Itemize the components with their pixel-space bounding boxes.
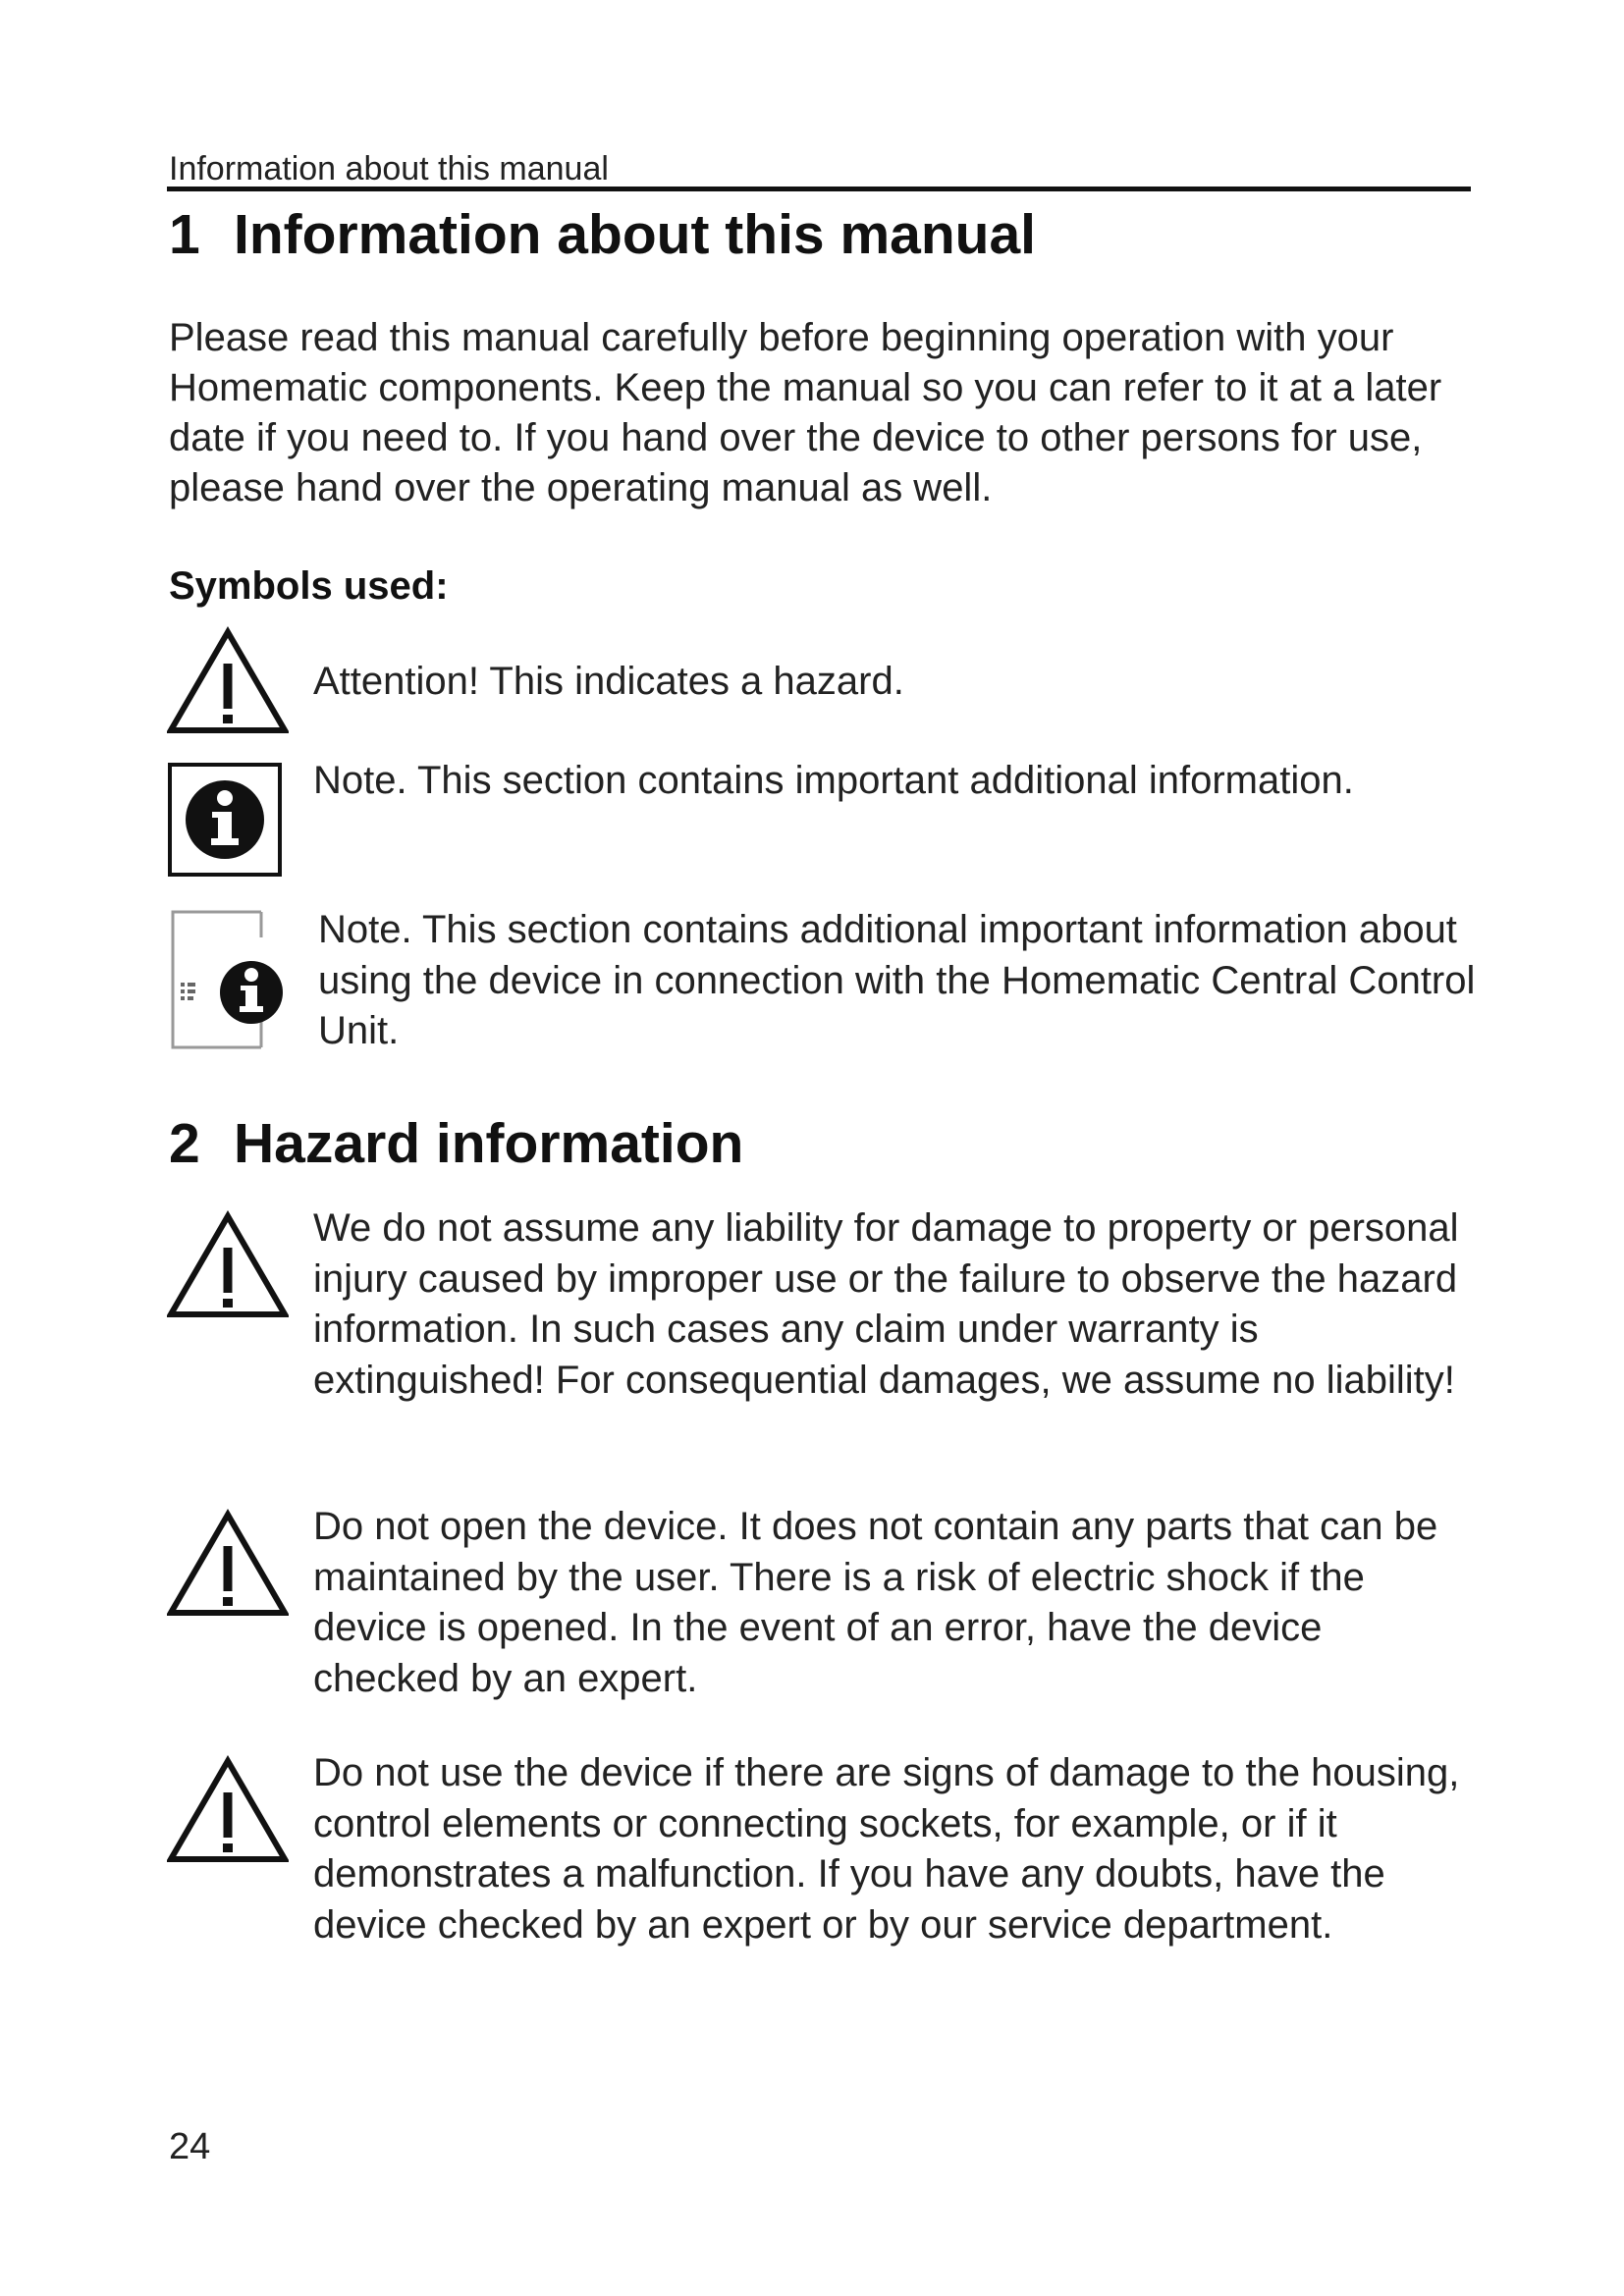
warning-triangle-icon bbox=[167, 626, 289, 736]
running-header-text: Information about this manual bbox=[169, 150, 609, 187]
section-1-number: 1 bbox=[169, 203, 200, 266]
section-2-number: 2 bbox=[169, 1112, 200, 1175]
section-1-title: Information about this manual bbox=[234, 203, 1037, 266]
symbols-heading: Symbols used: bbox=[169, 564, 449, 608]
info-icon bbox=[167, 762, 283, 878]
page-number: 24 bbox=[169, 2126, 211, 2167]
hazard-liability-text: We do not assume any liability for damage to property or personal injury caused by improper use or the failure to observe the hazard information. In such cases any claim under warranty is extinguished! For consequential damages, we assume no liability! bbox=[313, 1206, 1459, 1402]
symbol-description-note: Note. This section contains important additional information. bbox=[313, 759, 1354, 802]
manual-page bbox=[167, 0, 1476, 2296]
hazard-do-not-open-text: Do not open the device. It does not contain any parts that can be maintained by the user. There is a risk of electric shock if the device is opened. In the event of an error, have the device checked by an expert. bbox=[313, 1505, 1438, 1700]
section-1-heading bbox=[169, 203, 1036, 266]
section-2-heading bbox=[169, 1112, 743, 1175]
warning-triangle-icon bbox=[167, 1755, 289, 1865]
warning-triangle-icon bbox=[167, 1509, 289, 1619]
hazard-damaged-device-text: Do not use the device if there are signs of damage to the housing, control elements or connecting sockets, for example, or if it demonstrates a malfunction. If you have any doubts, have the device checked by an expert or by our service department. bbox=[313, 1751, 1460, 1947]
warning-triangle-icon bbox=[167, 1210, 289, 1320]
symbol-description-central-control: Note. This section contains additional important information about using the device in connection with the Homematic Central Control Unit. bbox=[318, 908, 1476, 1052]
section-2-title: Hazard information bbox=[234, 1112, 744, 1175]
central-control-info-icon bbox=[167, 908, 289, 1051]
running-header bbox=[167, 148, 1471, 191]
symbol-description-attention: Attention! This indicates a hazard. bbox=[313, 660, 904, 703]
section-1-intro: Please read this manual carefully before beginning operation with your Homematic components. Keep the manual so you can refer to it at a later date if you need to. If you hand over the device to other persons for use, please hand over the operating manual as well. bbox=[169, 316, 1442, 509]
